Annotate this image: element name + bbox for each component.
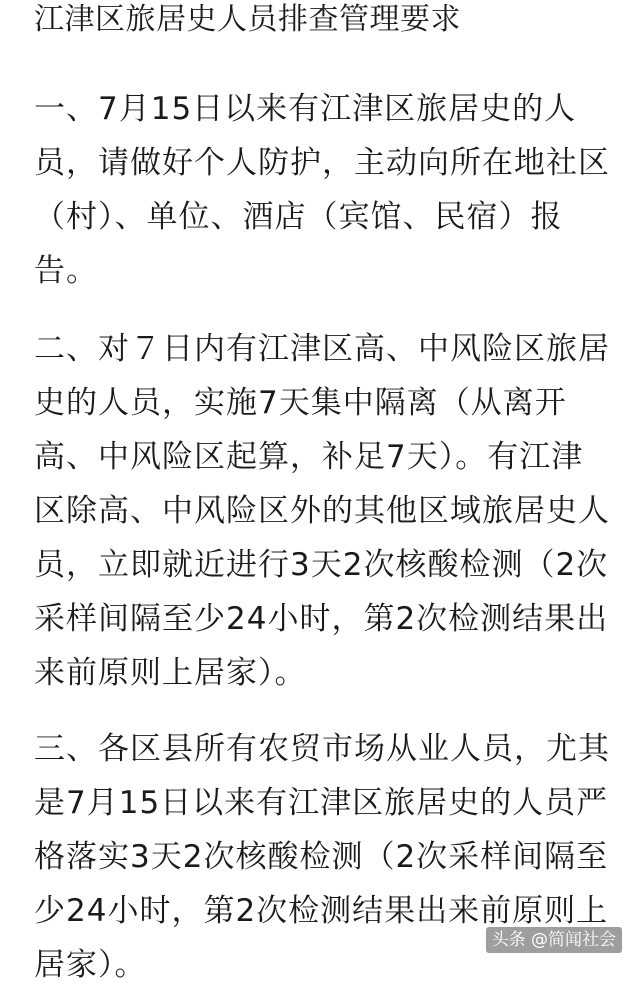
paragraph-line: 少24小时，第2次检测结果出来前原则上 xyxy=(34,893,609,929)
paragraph-1 xyxy=(34,82,612,298)
document-title: 江津区旅居史人员排查管理要求 xyxy=(34,2,461,37)
paragraph-line: 是7月15日以来有江津区旅居史的人员严 xyxy=(34,785,609,821)
paragraph-2 xyxy=(34,322,612,700)
paragraph-line: 一、7月15日以来有江津区旅居史的人 xyxy=(34,91,577,127)
paragraph-line: 高、中风险区起算，补足7天）。有江津 xyxy=(34,439,584,475)
paragraph-line: 居家）。 xyxy=(34,947,147,983)
watermark: 头条 @简闻社会 xyxy=(486,927,622,953)
paragraph-line: 格落实3天2次核酸检测（2次采样间隔至 xyxy=(34,839,609,875)
paragraph-line: 来前原则上居家）。 xyxy=(34,655,307,691)
paragraph-line: 史的人员，实施7天集中隔离（从离开 xyxy=(34,385,567,421)
paragraph-line: 采样间隔至少24小时，第2次检测结果出 xyxy=(34,601,609,637)
paragraph-line: 二、对７日内有江津区高、中风险区旅居 xyxy=(34,331,610,367)
paragraph-line: 告。 xyxy=(34,253,98,289)
paragraph-line: 员，请做好个人防护，主动向所在地社区 xyxy=(34,145,610,181)
paragraph-line: 区除高、中风险区外的其他区域旅居史人 xyxy=(34,493,610,529)
paragraph-line: （村）、单位、酒店（宾馆、民宿）报 xyxy=(34,199,563,235)
paragraph-line: 三、各区县所有农贸市场从业人员，尤其 xyxy=(34,731,610,767)
paragraph-line: 员，立即就近进行3天2次核酸检测（2次 xyxy=(34,547,609,583)
